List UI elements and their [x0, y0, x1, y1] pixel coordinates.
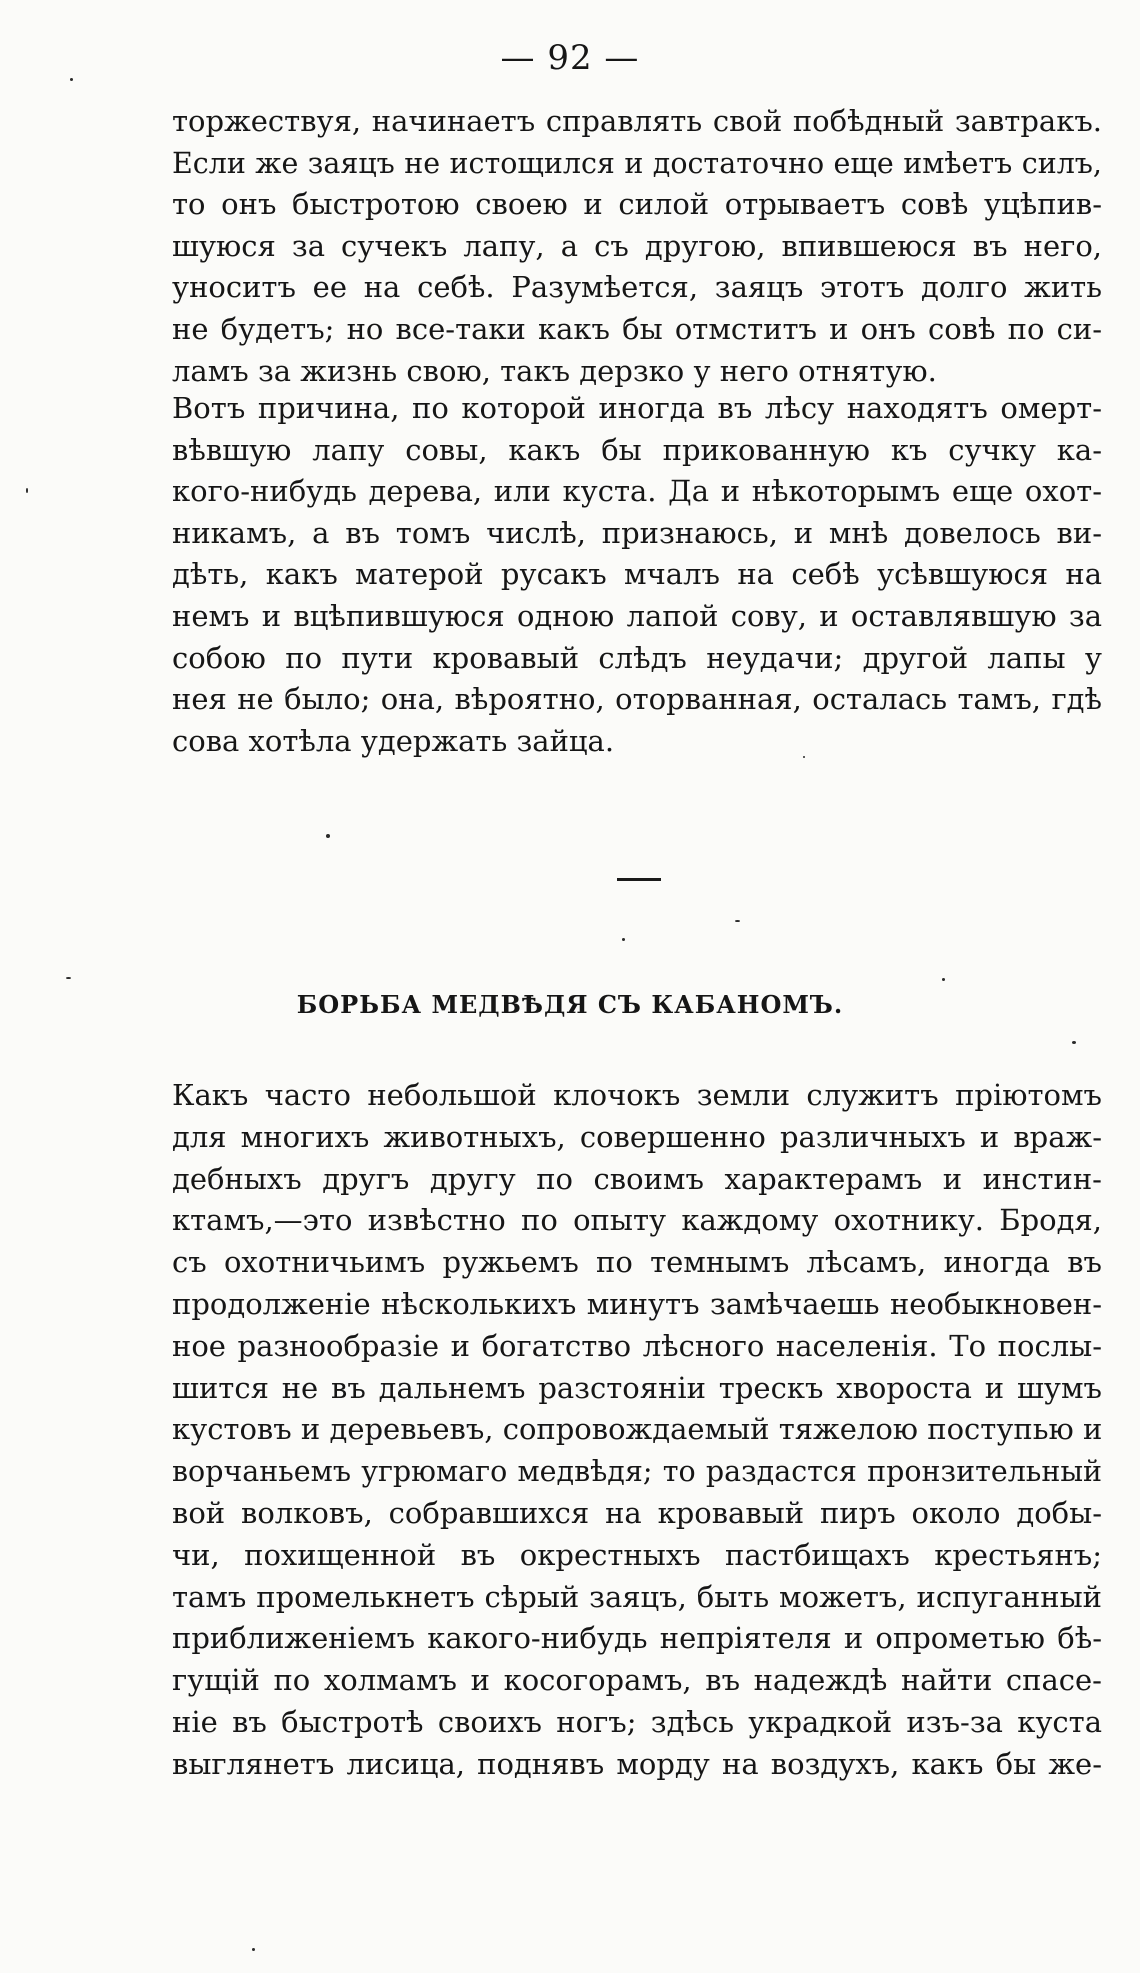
text-line: для многихъ животныхъ, совершенно различныхъ и враж-: [172, 1119, 1102, 1154]
text-line: кустовъ и деревьевъ, сопровождаемый тяжелою поступью и: [172, 1412, 1103, 1447]
text-line: ктамъ,—это извѣстно по опыту каждому охотнику. Бродя,: [172, 1203, 1102, 1238]
text-line: съ охотничьимъ ружьемъ по темнымъ лѣсамъ, иногда въ: [172, 1245, 1102, 1280]
text-line: нея не было; она, вѣроятно, оторванная, осталась тамъ, гдѣ: [172, 682, 1102, 717]
paragraph-1: [172, 101, 1102, 392]
text-line: вой волковъ, собравшихся на кровавый пиръ около добы-: [172, 1495, 1102, 1530]
text-line: не будетъ; но все-таки какъ бы отмститъ и онъ совѣ по си-: [172, 311, 1102, 346]
scan-speck: [735, 920, 740, 922]
text-line: никамъ, а въ томъ числѣ, признаюсь, и мнѣ довелось ви-: [172, 515, 1102, 550]
text-line: ворчаньемъ угрюмаго медвѣдя; то раздастся пронзительный: [172, 1455, 1102, 1489]
page-number: — 92 —: [500, 38, 640, 78]
text-line: Если же заяцъ не истощился и достаточно еще имѣетъ силъ,: [172, 146, 1102, 180]
text-line: то онъ быстротою своею и силой отрываетъ совѣ уцѣпив-: [172, 187, 1102, 222]
text-line: Какъ часто небольшой клочокъ земли служитъ пріютомъ: [172, 1078, 1102, 1112]
paragraph-3: [172, 1075, 1102, 1786]
scan-speck: [622, 938, 625, 941]
text-line: уноситъ ее на себѣ. Разумѣется, заяцъ этотъ долго жить: [172, 270, 1102, 305]
scan-speck: [803, 756, 805, 758]
scan-speck: [1072, 1041, 1076, 1044]
text-line: ное разнообразіе и богатство лѣсного населенія. То послы-: [172, 1328, 1102, 1363]
text-line: дѣть, какъ матерой русакъ мчалъ на себѣ усѣвшуюся на: [172, 557, 1102, 592]
text-line: ніе въ быстротѣ своихъ ногъ; здѣсь украдкой изъ-за куста: [172, 1704, 1102, 1739]
text-line: вѣвшую лапу совы, какъ бы прикованную къ сучку ка-: [172, 432, 1102, 467]
text-line: продолженіе нѣсколькихъ минутъ замѣчаешь необыкновен-: [172, 1286, 1102, 1321]
scan-speck: [326, 834, 330, 838]
scan-speck: [252, 1948, 255, 1951]
text-line: ламъ за жизнь свою, такъ дерзко у него отнятую.: [172, 353, 937, 388]
text-line: приближеніемъ какого-нибудь непріятеля и опрометью бѣ-: [172, 1621, 1102, 1656]
text-line: торжествуя, начинаетъ справлять свой побѣдный завтракъ.: [172, 104, 1102, 138]
text-line: выглянетъ лисица, поднявъ морду на воздухъ, какъ бы же-: [172, 1746, 1102, 1781]
text-line: собою по пути кровавый слѣдъ неудачи; другой лапы у: [172, 640, 1102, 675]
section-divider: [617, 878, 661, 881]
text-line: гущій по холмамъ и косогорамъ, въ надеждѣ найти спасе-: [172, 1663, 1102, 1698]
text-line: немъ и вцѣпившуюся одною лапой сову, и оставлявшую за: [172, 598, 1102, 633]
section-title: БОРЬБА МЕДВѢДЯ СЪ КАБАНОМЪ.: [296, 990, 844, 1019]
text-line: тамъ промелькнетъ сѣрый заяцъ, быть можетъ, испуганный: [172, 1579, 1102, 1614]
text-line: шится не въ дальнемъ разстояніи трескъ хвороста и шумъ: [172, 1370, 1102, 1405]
text-line: Вотъ причина, по которой иногда въ лѣсу находятъ омерт-: [172, 391, 1102, 425]
text-line: шуюся за сучекъ лапу, а съ другою, впившеюся въ него,: [172, 228, 1102, 263]
scan-speck: [70, 78, 73, 81]
text-line: чи, похищенной въ окрестныхъ пастбищахъ крестьянъ;: [172, 1537, 1102, 1572]
text-line: сова хотѣла удержать зайца.: [172, 723, 615, 758]
paragraph-2: [172, 388, 1102, 762]
text-line: кого-нибудь дерева, или куста. Да и нѣкоторымъ еще охот-: [172, 474, 1102, 509]
scan-speck: [942, 978, 945, 981]
scan-speck: [26, 488, 28, 493]
scan-speck: [66, 977, 71, 979]
text-line: дебныхъ другъ другу по своимъ характерамъ и инстин-: [172, 1161, 1102, 1196]
